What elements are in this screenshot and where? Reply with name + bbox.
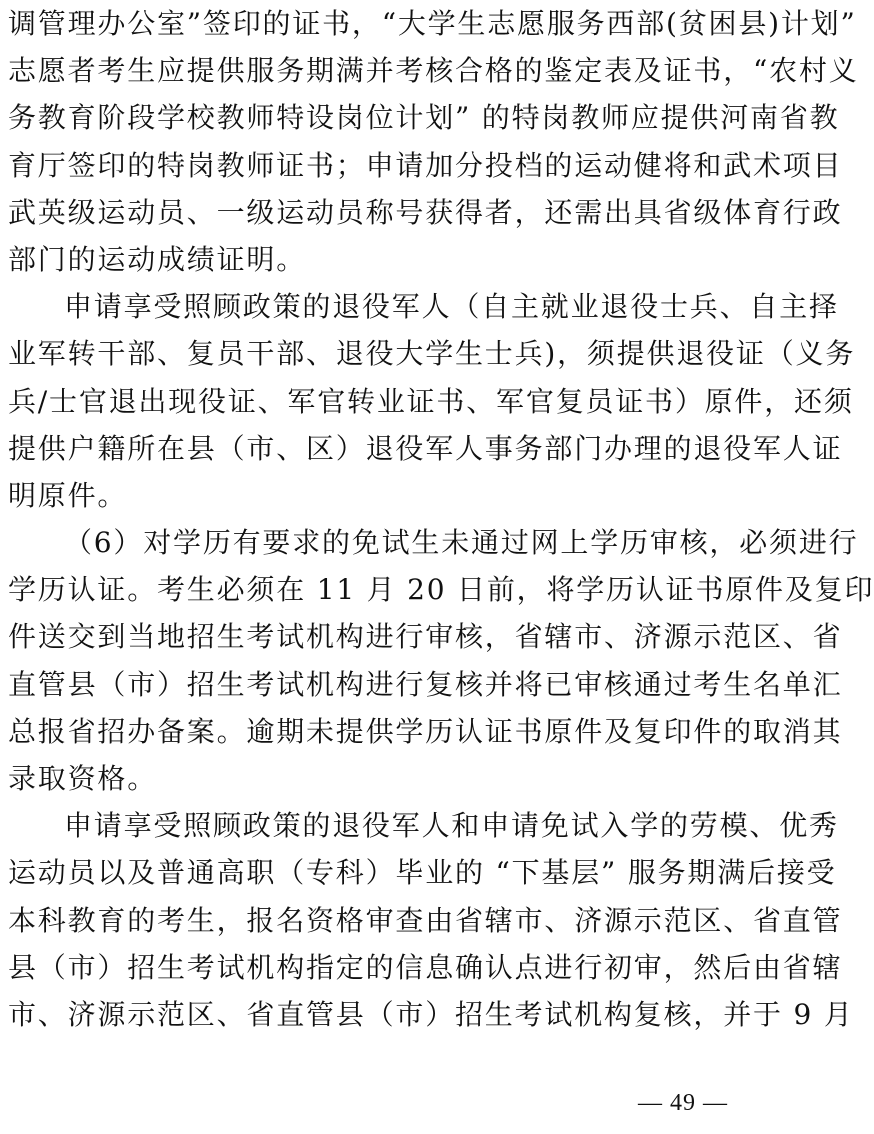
text-line: 调管理办公室”签印的证书，“大学生志愿服务西部(贫困县)计划”: [8, 7, 857, 40]
text-line: 务教育阶段学校教师特设岗位计划” 的特岗教师应提供河南省教: [8, 101, 840, 135]
paragraph-veterans: [8, 283, 856, 519]
text-line: 明原件。: [8, 478, 128, 512]
text-line: 运动员以及普通高职（专科）毕业的 “下基层” 服务期满后接受: [8, 856, 837, 890]
text-line: 申请享受照顾政策的退役军人（自主就业退役士兵、自主择: [64, 290, 839, 324]
text-line: 县（市）招生考试机构指定的信息确认点进行初审，然后由省辖: [8, 950, 843, 984]
text-line: 件送交到当地招生考试机构进行审核，省辖市、济源示范区、省: [8, 620, 843, 654]
text-line: 录取资格。: [8, 762, 158, 795]
text-line: 本科教育的考生，报名资格审查由省辖市、济源示范区、省直管: [8, 903, 843, 937]
text-line: 提供户籍所在县（市、区）退役军人事务部门办理的退役军人证: [8, 431, 843, 465]
document-body: [8, 0, 874, 1038]
text-line: 业军转干部、复员干部、退役大学生士兵)，须提供退役证（义务: [8, 337, 856, 371]
page-number: — 49 —: [638, 1090, 728, 1116]
paragraph-certificates-continued: [8, 0, 859, 283]
text-line: 总报省招办备案。逾期未提供学历认证书原件及复印件的取消其: [8, 714, 843, 748]
text-line: 部门的运动成绩证明。: [8, 242, 307, 276]
text-line: （6）对学历有要求的免试生未通过网上学历审核，必须进行: [64, 526, 859, 560]
text-line: 兵/士官退出现役证、军官转业证书、军官复员证书）原件，还须: [8, 384, 854, 418]
text-line: 申请享受照顾政策的退役军人和申请免试入学的劳模、优秀: [64, 809, 839, 843]
text-line: 直管县（市）招生考试机构进行复核并将已审核通过考生名单汇: [8, 667, 843, 701]
paragraph-education-verification: [8, 519, 874, 802]
text-line: 市、济源示范区、省直管县（市）招生考试机构复核，并于 9 月: [8, 997, 854, 1031]
text-line: 学历认证。考生必须在 11 月 20 日前，将学历认证书原件及复印: [8, 573, 874, 607]
text-line: 育厅签印的特岗教师证书；申请加分投档的运动健将和武术项目: [8, 148, 843, 182]
text-line: 武英级运动员、一级运动员称号获得者，还需出具省级体育行政: [8, 195, 843, 229]
paragraph-eligibility-review: [8, 802, 854, 1038]
text-line: 志愿者考生应提供服务期满并考核合格的鉴定表及证书，“农村义: [8, 54, 859, 88]
